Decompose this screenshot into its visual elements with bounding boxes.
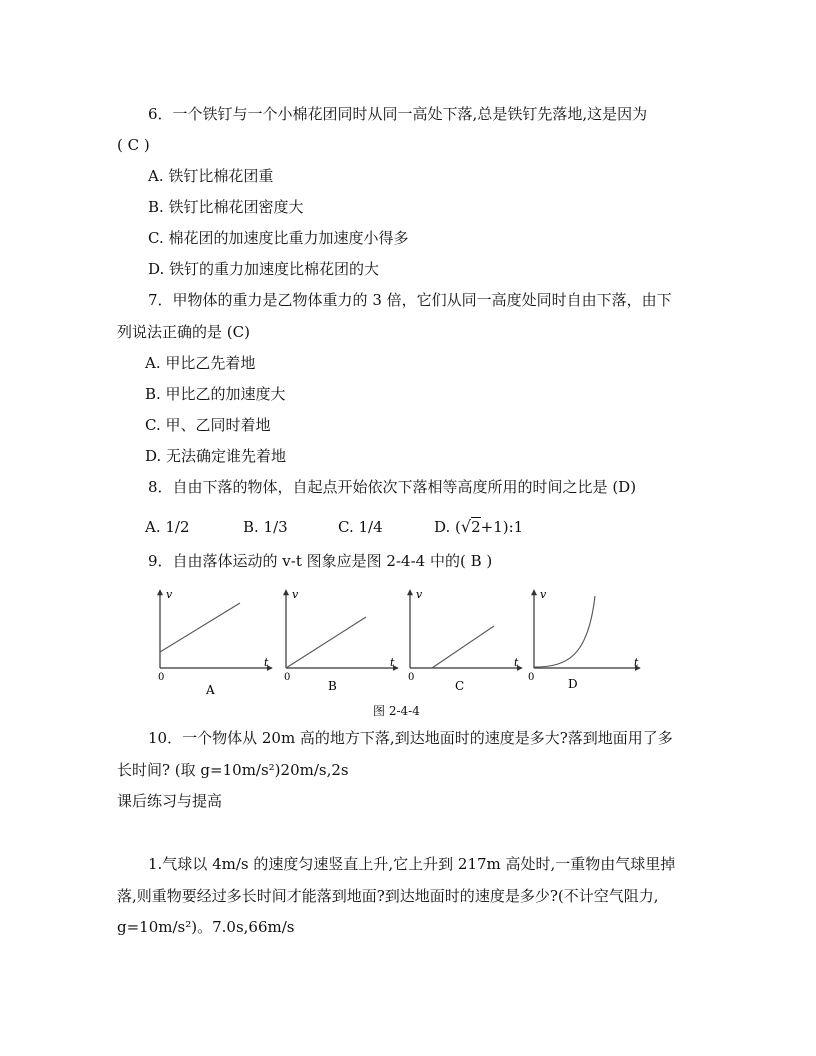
p1-line1: 1.气球以 4m/s 的速度匀速竖直上升,它上升到 217m 高处时,一重物由气球里掉 [148, 855, 676, 873]
graph-d-v-label: v [540, 588, 547, 601]
q8-option-c: C. 1/4 [338, 518, 383, 536]
q7-option-b: B. 甲比乙的加速度大 [145, 385, 286, 403]
graph-c [408, 588, 522, 693]
q6-stem-line1: 6．一个铁钉与一个小棉花团同时从同一高处下落,总是铁钉先落地,这是因为 [148, 105, 648, 123]
q7-option-a: A. 甲比乙先着地 [145, 354, 256, 372]
q6-option-b: B. 铁钉比棉花团密度大 [148, 198, 304, 216]
q6-option-d: D. 铁钉的重力加速度比棉花团的大 [148, 260, 380, 278]
graph-c-line [432, 626, 494, 668]
q10-stem-line2: 长时间? (取 g=10m/s²)20m/s,2s [117, 761, 349, 779]
q6-option-a: A. 铁钉比棉花团重 [148, 167, 274, 185]
q8-option-b: B. 1/3 [243, 518, 288, 536]
graph-d-curve [534, 596, 595, 667]
q8-stem: 8．自由下落的物体，自起点开始依次下落相等高度所用的时间之比是 (D) [148, 478, 637, 496]
q6-stem-line2: ( C ) [117, 136, 150, 154]
q8-option-d-prefix: D. ( [434, 518, 461, 536]
graph-b [284, 588, 398, 693]
graph-c-v-label: v [416, 588, 423, 601]
graph-a-v-label: v [166, 588, 173, 601]
graph-b-line [286, 617, 366, 668]
graph-a-line [160, 603, 240, 652]
graph-d [528, 588, 640, 691]
q7-stem-line2: 列说法正确的是 (C) [117, 323, 250, 341]
q7-option-d: D. 无法确定谁先着地 [145, 447, 287, 465]
graph-b-v-label: v [292, 588, 299, 601]
q9-stem: 9．自由落体运动的 v-t 图象应是图 2-4-4 中的( B ) [148, 552, 493, 570]
graph-d-t-label: t [634, 656, 639, 669]
graph-a-t-label: t [264, 656, 269, 669]
q8-option-a: A. 1/2 [145, 518, 190, 536]
q8-option-d-suffix: +1):1 [480, 518, 524, 536]
q8-option-d [434, 517, 523, 537]
graph-a-origin: 0 [158, 672, 165, 683]
q8-option-d-radicand: 2 [471, 518, 481, 536]
graph-b-label: B [328, 679, 337, 693]
graph-c-label: C [455, 679, 465, 693]
graph-c-origin: 0 [408, 672, 415, 683]
section-title: 课后练习与提高 [117, 792, 223, 810]
sqrt-symbol: √ [460, 517, 472, 536]
graph-b-origin: 0 [284, 672, 291, 683]
graph-d-label: D [568, 677, 578, 691]
p1-line3: g=10m/s²)。7.0s,66m/s [117, 918, 295, 936]
p1-line2: 落,则重物要经过多长时间才能落到地面?到达地面时的速度是多少?(不计空气阻力, [117, 887, 659, 905]
graph-a-label: A [206, 683, 215, 697]
figure-caption: 图 2-4-4 [373, 704, 420, 718]
graph-c-t-label: t [514, 656, 519, 669]
vt-graphs-figure [148, 586, 648, 700]
graph-b-t-label: t [390, 656, 395, 669]
q6-option-c: C. 棉花团的加速度比重力加速度小得多 [148, 229, 409, 247]
graph-a [158, 588, 272, 697]
graph-d-origin: 0 [528, 672, 535, 683]
q7-option-c: C. 甲、乙同时着地 [145, 416, 271, 434]
q10-stem-line1: 10．一个物体从 20m 高的地方下落,到达地面时的速度是多大?落到地面用了多 [148, 729, 673, 747]
q7-stem-line1: 7．甲物体的重力是乙物体重力的 3 倍，它们从同一高度处同时自由下落，由下 [148, 291, 672, 309]
